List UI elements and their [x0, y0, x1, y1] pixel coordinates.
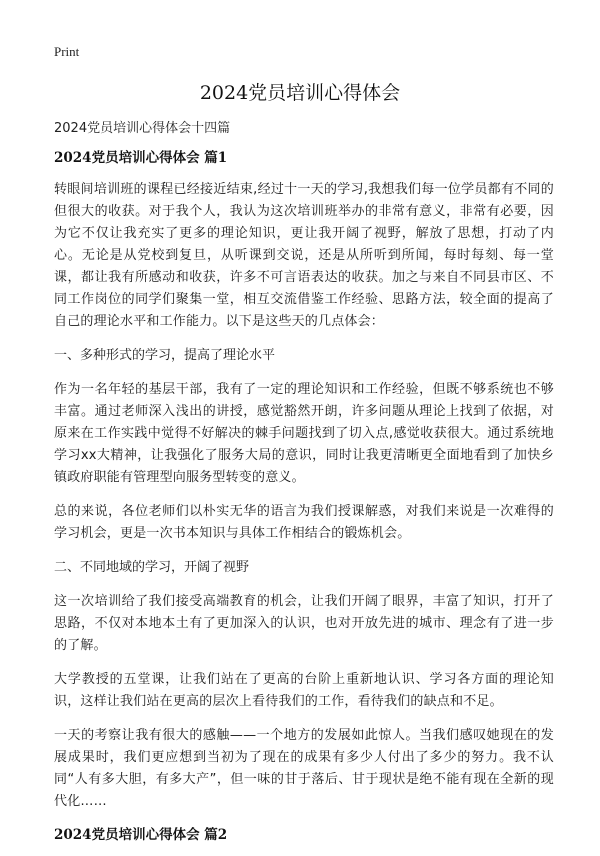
point-1-paragraph-2: 总的来说，各位老师们以朴实无华的语言为我们授课解惑，对我们来说是一次难得的学习机会，更是一次书本知识与具体工作相结合的锻炼机会。 [54, 504, 554, 541]
point-2-heading: 二、不同地域的学习，开阔了视野 [54, 560, 250, 575]
print-label[interactable]: Print [54, 44, 80, 59]
section-heading-1: 2024党员培训心得体会 篇1 [54, 150, 228, 166]
document-subtitle: 2024党员培训心得体会十四篇 [54, 121, 231, 136]
point-2-paragraph-2: 大学教授的五堂课，让我们站在了更高的台阶上重新地认识、学习各方面的理论知识，这样让我们站在更高的层次上看待我们的工作，看待我们的缺点和不足。 [54, 672, 554, 709]
document-title: 2024党员培训心得体会 [199, 82, 401, 104]
point-1-heading: 一、多种形式的学习，提高了理论水平 [54, 348, 276, 363]
document-body [54, 148, 554, 856]
point-2-paragraph-1: 这一次培训给了我们接受高端教育的机会，让我们开阔了眼界，丰富了知识，打开了思路，不仅对本地本土有了更加深入的认识，也对开放先进的城市、理念有了进一步的了解。 [54, 594, 554, 653]
point-1-paragraph-1: 作为一名年轻的基层干部，我有了一定的理论知识和工作经验，但既不够系统也不够丰富。通过老师深入浅出的讲授，感觉豁然开朗，许多问题从理论上找到了依据，对原来在工作实践中觉得不好解决的棘手问题找到了切入点,感觉收获很大。通过系统地学习xx大精神，让我强化了服务大局的意识，同时让我更清晰更全面地看到了加快乡镇政府职能有管理型向服务型转变的意义。 [54, 382, 554, 485]
section-heading-2: 2024党员培训心得体会 篇2 [54, 827, 228, 843]
intro-paragraph: 转眼间培训班的课程已经接近结束,经过十一天的学习,我想我们每一位学员都有不同的但很大的收获。对于我个人，我认为这次培训班举办的非常有意义，非常有必要，因为它不仅让我充实了更多的理论知识，更让我开阔了视野，解放了思想，打动了内心。无论是从党校到复旦，从听课到交说，还是从所听到所闻，每时每刻、每一堂课，都让我有所感动和收获，许多不可言语表达的收获。加之与来自不同县市区、不同工作岗位的同学们聚集一堂，相互交流借鉴工作经验、思路方法，较全面的提高了自己的理论水平和工作能力。以下是这些天的几点体会： [54, 182, 554, 329]
point-2-paragraph-3: 一天的考察让我有很大的感触——一个地方的发展如此惊人。当我们感叹她现在的发展成果时，我们更应想到当初为了现在的成果有多少人付出了多少的努力。我不认同“人有多大胆，有多大产”，但一味的甘于落后、甘于现状是绝不能有现在全新的现代化…… [54, 728, 554, 809]
